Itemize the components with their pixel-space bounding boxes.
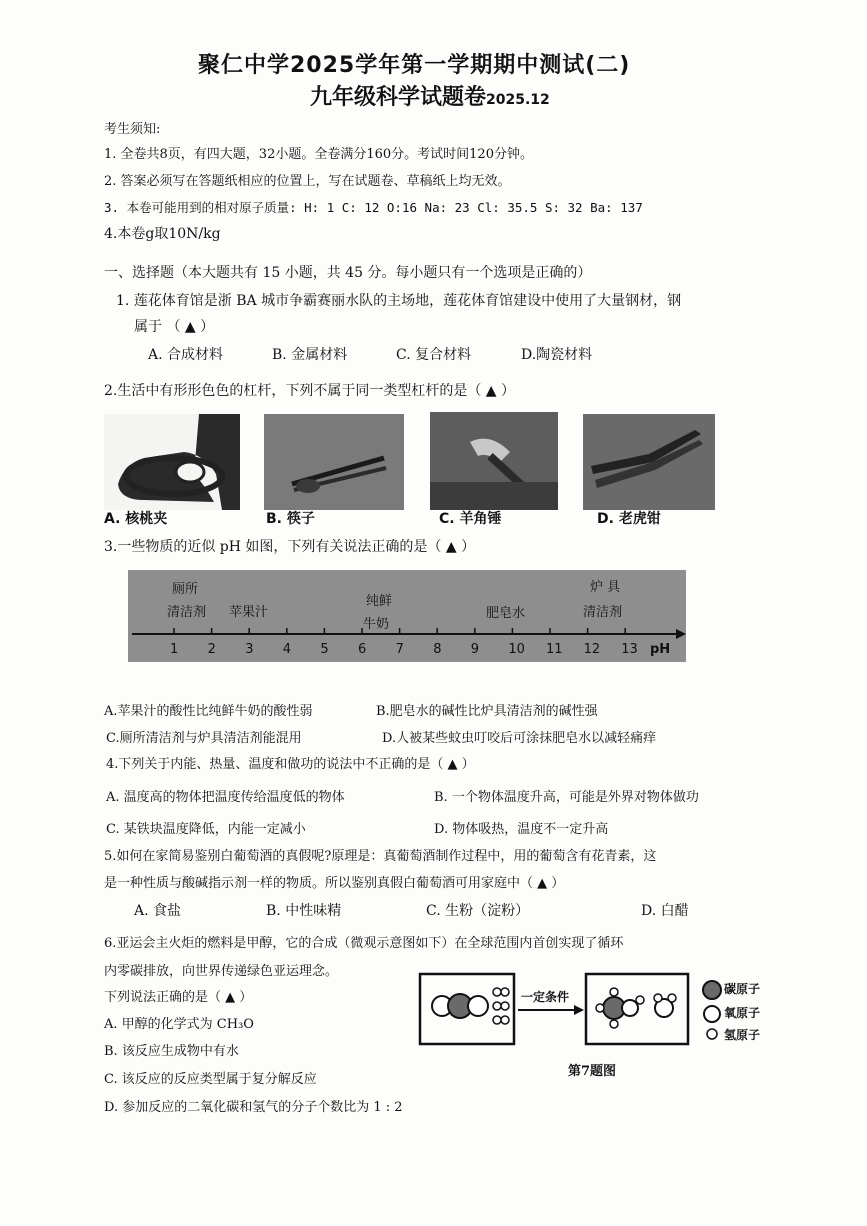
q1-option-a: A. 合成材料 [148, 347, 224, 363]
notice-item: 3. 本卷可能用到的相对原子质量: H: 1 C: 12 O:16 Na: 23 Cl: 35.5 S: 32 Ba: 137 [104, 200, 643, 215]
q4-option-c: C. 某铁块温度降低，内能一定减小 [106, 822, 306, 837]
ph-tick-label: 11 [546, 642, 563, 657]
notice-item: 2. 答案必须写在答题纸相应的位置上，写在试题卷、草稿纸上均无效。 [104, 174, 511, 189]
q5-option-b: B. 中性味精 [266, 903, 342, 919]
ph-tick-label: 2 [207, 642, 216, 657]
exam-subtitle [310, 80, 550, 111]
ph-tick-label: 3 [245, 642, 254, 657]
q6-stem: 6.亚运会主火炬的燃料是甲醇，它的合成（微观示意图如下）在全球范围内首创实现了循环 [104, 936, 624, 951]
ph-tick-label: 10 [508, 642, 525, 657]
pliers-image [583, 414, 715, 510]
claw-hammer-image [430, 412, 558, 510]
ph-axis-unit: pH [650, 642, 671, 657]
q5-stem-cont: 是一种性质与酸碱指示剂一样的物质。所以鉴别真假白葡萄酒可用家庭中（ ▲ ） [104, 876, 565, 891]
nutcracker-image [104, 414, 240, 510]
ph-tick-label: 9 [470, 642, 480, 657]
q1-option-d: D.陶瓷材料 [521, 347, 593, 363]
ph-tick-label: 7 [395, 642, 404, 657]
notice-item: 4.本卷g取10N/kg [104, 226, 221, 242]
q3-option-b: B.肥皂水的碱性比炉具清洁剂的碱性强 [376, 704, 598, 719]
q2-caption-a: A. 核桃夹 [104, 511, 168, 527]
q6-option-d: D. 参加反应的二氧化碳和氢气的分子个数比为 1 : 2 [104, 1100, 403, 1115]
notice-heading: 考生须知: [104, 122, 161, 137]
q1-stem-cont: 属于 （ ▲ ） [134, 319, 215, 335]
figure-caption: 第7题图 [568, 1064, 617, 1079]
q5-option-d: D. 白醋 [641, 903, 689, 919]
q2-stem: 2.生活中有形形色色的杠杆，下列不属于同一类型杠杆的是（ ▲ ） [104, 383, 516, 399]
legend-carbon: 碳原子 [724, 982, 761, 996]
q6-option-b: B. 该反应生成物中有水 [104, 1044, 239, 1059]
chopsticks-image [264, 414, 404, 510]
ph-label-stove-2: 清洁剂 [583, 605, 623, 620]
ph-tick-label: 13 [621, 642, 638, 657]
ph-label-soap: 肥皂水 [486, 606, 526, 621]
reaction-condition-label: 一定条件 [521, 990, 570, 1004]
q3-stem: 3.一些物质的近似 pH 如图，下列有关说法正确的是（ ▲ ） [104, 539, 476, 555]
q4-option-a: A. 温度高的物体把温度传给温度低的物体 [106, 790, 345, 805]
q3-option-c: C.厕所清洁剂与炉具清洁剂能混用 [106, 731, 302, 746]
q1-stem: 1. 莲花体育馆是浙 BA 城市争霸赛丽水队的主场地，莲花体育馆建设中使用了大量钢材，钢 [116, 293, 682, 309]
legend-oxygen: 氧原子 [724, 1006, 761, 1020]
legend-hydrogen: 氢原子 [724, 1028, 761, 1042]
q1-option-b: B. 金属材料 [272, 347, 348, 363]
q5-option-a: A. 食盐 [134, 903, 182, 919]
q6-stem-cont: 内零碳排放，向世界传递绿色亚运理念。 [104, 964, 339, 979]
ph-tick-label: 8 [433, 642, 442, 657]
q3-option-a: A.苹果汁的酸性比纯鲜牛奶的酸性弱 [104, 704, 313, 719]
section-heading: 一、选择题（本大题共有 15 小题，共 45 分。每小题只有一个选项是正确的） [104, 265, 592, 281]
q6-question: 下列说法正确的是（ ▲ ） [104, 990, 253, 1005]
q2-caption-b: B. 筷子 [266, 511, 315, 527]
ph-label-toilet-1: 厕所 [172, 582, 199, 597]
q6-option-c: C. 该反应的反应类型属于复分解反应 [104, 1072, 317, 1087]
q4-option-b: B. 一个物体温度升高，可能是外界对物体做功 [434, 790, 699, 805]
reaction-diagram [418, 968, 728, 1064]
q6-option-a: A. 甲醇的化学式为 CH₃O [104, 1017, 254, 1032]
ph-label-toilet-2: 清洁剂 [167, 605, 207, 620]
exam-date: 2025.12 [486, 92, 550, 108]
ph-tick-label: 6 [358, 642, 367, 657]
q3-option-d: D.人被某些蚊虫叮咬后可涂抹肥皂水以减轻痛痒 [382, 731, 657, 746]
ph-tick-label: 12 [583, 642, 601, 657]
q4-option-d: D. 物体吸热，温度不一定升高 [434, 822, 609, 837]
ph-label-milk-2: 牛奶 [363, 617, 390, 632]
q1-option-c: C. 复合材料 [396, 347, 472, 363]
q4-stem: 4.下列关于内能、热量、温度和做功的说法中不正确的是（ ▲ ） [106, 757, 475, 772]
ph-label-apple: 苹果汁 [229, 605, 269, 620]
notice-item: 1. 全卷共8页，有四大题，32小题。全卷满分160分。考试时间120分钟。 [104, 147, 533, 162]
q5-stem: 5.如何在家简易鉴别白葡萄酒的真假呢?原理是：真葡萄酒制作过程中，用的葡萄含有花青素，这 [104, 849, 657, 864]
ph-tick-label: 1 [170, 642, 179, 657]
q2-caption-c: C. 羊角锤 [439, 511, 502, 527]
ph-tick-label: 4 [282, 642, 292, 657]
ph-tick-label: 5 [320, 642, 329, 657]
ph-label-stove-1: 炉 具 [590, 580, 621, 595]
exam-title: 聚仁中学2025学年第一学期期中测试(二) [198, 53, 631, 78]
q5-option-c: C. 生粉（淀粉） [426, 903, 530, 919]
subtitle-text: 九年级科学试题卷 [310, 85, 487, 110]
ph-label-milk-1: 纯鲜 [366, 594, 393, 609]
q2-caption-d: D. 老虎钳 [597, 511, 661, 527]
